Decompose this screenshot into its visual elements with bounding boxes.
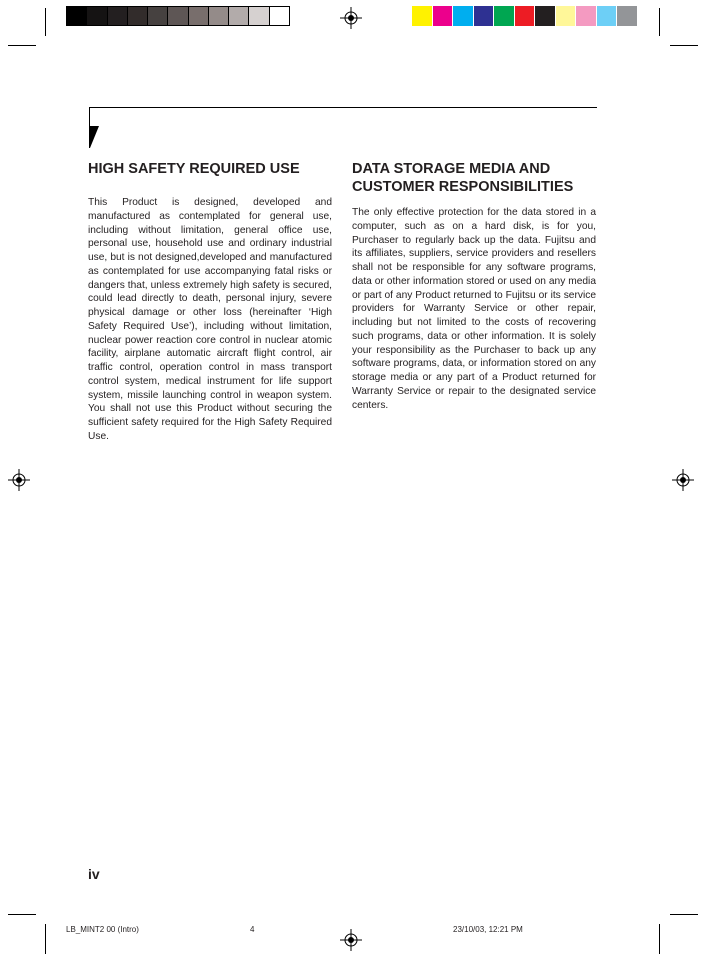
grey-swatch bbox=[270, 7, 289, 25]
crop-mark-bottom-left-v bbox=[45, 924, 46, 954]
crop-mark-bottom-right-h bbox=[670, 914, 698, 915]
crop-mark-bottom-left-h bbox=[8, 914, 36, 915]
color-swatch bbox=[494, 6, 514, 26]
color-swatch bbox=[412, 6, 432, 26]
color-swatch bbox=[433, 6, 453, 26]
color-swatch bbox=[597, 6, 617, 26]
color-swatch bbox=[576, 6, 596, 26]
header-rule bbox=[89, 107, 597, 108]
grey-swatch bbox=[229, 7, 249, 25]
crop-mark-top-right-v bbox=[659, 8, 660, 36]
crop-mark-top-left-v bbox=[45, 8, 46, 36]
section-tab-marker bbox=[89, 126, 99, 148]
grey-swatch bbox=[189, 7, 209, 25]
registration-mark-top bbox=[340, 7, 362, 29]
high-safety-title: HIGH SAFETY REQUIRED USE bbox=[88, 161, 300, 177]
data-storage-body: The only effective protection for the data stored in a computer, such as on a hard disk, is for you, Purchaser to regularly back up the data. Fujitsu and its affiliates, suppliers, service providers and resellers shall not be responsible for any software programs, data or other information stored or used on any media or part of any Product returned to Fujitsu or its service providers for Warranty Service or other repair, including but not limited to the costs of recovering such programs, data or other information. It is solely your responsibility as the Purchaser to back up any software programs, data, or information stored on any storage media or any part of a Product returned for Warranty Service or repair to the designated service centers. bbox=[352, 207, 596, 411]
crop-mark-top-left-h bbox=[8, 45, 36, 46]
color-swatch bbox=[617, 6, 637, 26]
grey-calibration-bar bbox=[66, 6, 290, 26]
data-storage-title: DATA STORAGE MEDIA AND CUSTOMER RESPONSIBILITIES bbox=[352, 161, 574, 195]
color-swatch bbox=[535, 6, 555, 26]
footer-page: 4 bbox=[250, 925, 255, 934]
color-swatch bbox=[515, 6, 535, 26]
grey-swatch bbox=[168, 7, 188, 25]
grey-swatch bbox=[148, 7, 168, 25]
grey-swatch bbox=[87, 7, 107, 25]
grey-swatch bbox=[128, 7, 148, 25]
color-swatch bbox=[474, 6, 494, 26]
high-safety-body: This Product is designed, developed and manufactured as contemplated for general use, including without limitation, general office use, personal use, household use and ordinary industrial use, but is not designed,developed and manufactured as contemplated for use accompanying fatal risks or dangers that, unless extremely high safety is secured, could lead directly to death, personal injury, severe physical damage or other loss (hereinafter ‘High Safety Required Use’), including without limitation, nuclear power reaction core control in nuclear atomic facility, airplane automatic aircraft flight control, air traffic control, operation control in mass transport control system, medical instrument for life support system, missile launching control in weapon system. You shall not use this Product without securing the sufficient safety required for the High Safety Required Use. bbox=[88, 197, 332, 442]
crop-mark-bottom-right-v bbox=[659, 924, 660, 954]
grey-swatch bbox=[209, 7, 229, 25]
grey-swatch bbox=[108, 7, 128, 25]
grey-swatch bbox=[67, 7, 87, 25]
color-swatch bbox=[453, 6, 473, 26]
registration-mark-bottom bbox=[340, 929, 362, 951]
registration-mark-left bbox=[8, 469, 30, 491]
registration-mark-right bbox=[672, 469, 694, 491]
data-storage-section bbox=[352, 160, 596, 412]
header-rule-left bbox=[89, 107, 90, 127]
crop-mark-top-right-h bbox=[670, 45, 698, 46]
footer-datetime: 23/10/03, 12:21 PM bbox=[453, 925, 523, 934]
high-safety-section bbox=[88, 160, 332, 444]
footer-file-name: LB_MINT2 00 (Intro) bbox=[66, 925, 139, 934]
color-swatch bbox=[556, 6, 576, 26]
page-number: iv bbox=[88, 866, 100, 882]
grey-swatch bbox=[249, 7, 269, 25]
